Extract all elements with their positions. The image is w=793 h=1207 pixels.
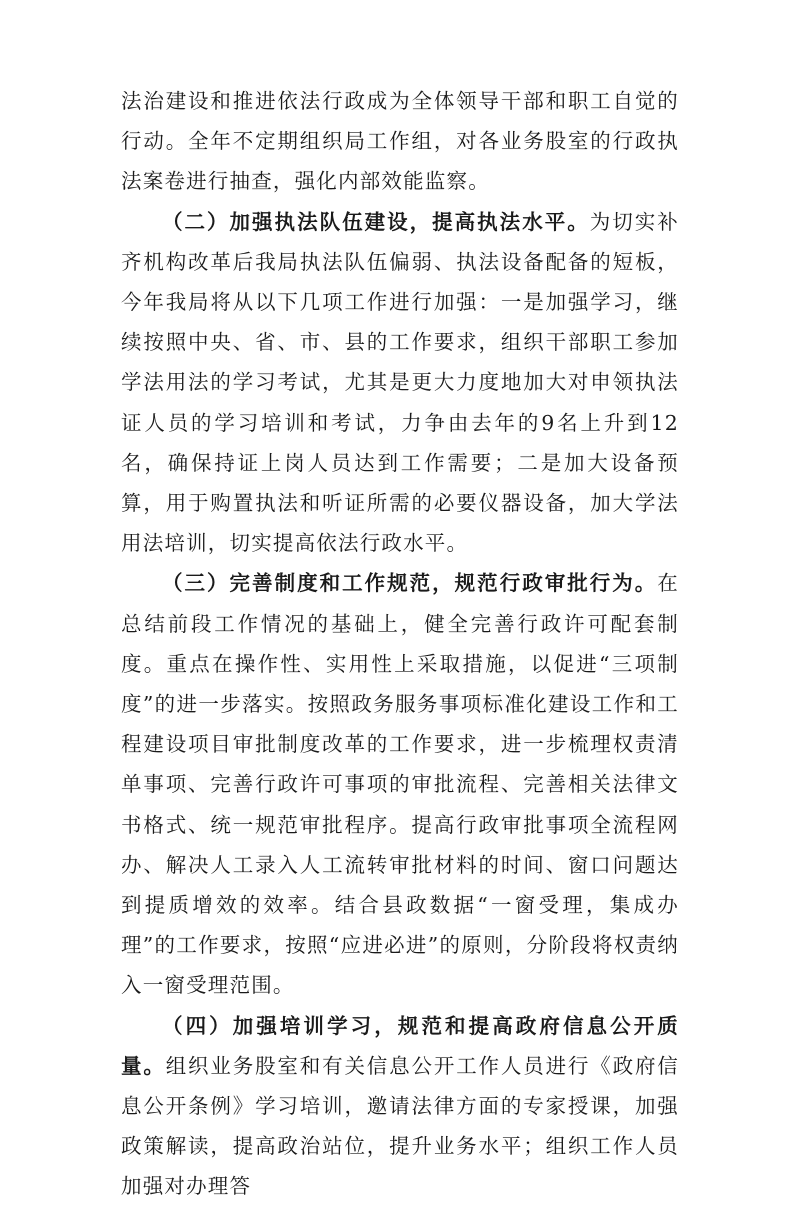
paragraph-body: 法治建设和推进依法行政成为全体领导干部和职工自觉的行动。全年不定期组织局工作组，对各业务股室的行政执法案卷进行抽查，强化内部效能监察。 <box>121 89 679 194</box>
section-heading: （二）加强执法队伍建设，提高执法水平。 <box>162 209 590 234</box>
section-heading: （三）完善制度和工作规范，规范行政审批行为。 <box>162 571 658 596</box>
paragraph-continuation <box>121 81 679 202</box>
paragraph-section-4 <box>121 1006 679 1207</box>
section-heading: （四）加强培训学习，规范和提高政府信息公开质量。 <box>121 1013 679 1078</box>
body-text <box>121 81 679 1207</box>
paragraph-body: 组织业务股室和有关信息公开工作人员进行《政府信息公开条例》学习培训，邀请法律方面的专家授课，加强政策解读，提高政治站位，提升业务水平；组织工作人员加强对办理答 <box>121 1053 679 1199</box>
paragraph-section-3 <box>121 563 679 1005</box>
paragraph-body: 为切实补齐机构改革后我局执法队伍偏弱、执法设备配备的短板，今年我局将从以下几项工作进行加强：一是加强学习，继续按照中央、省、市、县的工作要求，组织干部职工参加学法用法的学习考试，尤其是更大力度地加大对申领执法证人员的学习培训和考试，力争由去年的9名上升到12名，确保持证上岗人员达到工作需要；二是加大设备预算，用于购置执法和听证所需的必要仪器设备，加大学法用法培训，切实提高依法行政水平。 <box>121 209 679 556</box>
paragraph-body: 在总结前段工作情况的基础上，健全完善行政许可配套制度。重点在操作性、实用性上采取措施，以促进“三项制度”的进一步落实。按照政务服务事项标准化建设工作和工程建设项目审批制度改革的工作要求，进一步梳理权责清单事项、完善行政许可事项的审批流程、完善相关法律文书格式、统一规范审批程序。提高行政审批事项全流程网办、解决人工录入人工流转审批材料的时间、窗口问题达到提质增效的效率。结合县政数据“一窗受理，集成办理”的工作要求，按照“应进必进”的原则，分阶段将权责纳入一窗受理范围。 <box>121 571 679 998</box>
paragraph-section-2 <box>121 202 679 564</box>
